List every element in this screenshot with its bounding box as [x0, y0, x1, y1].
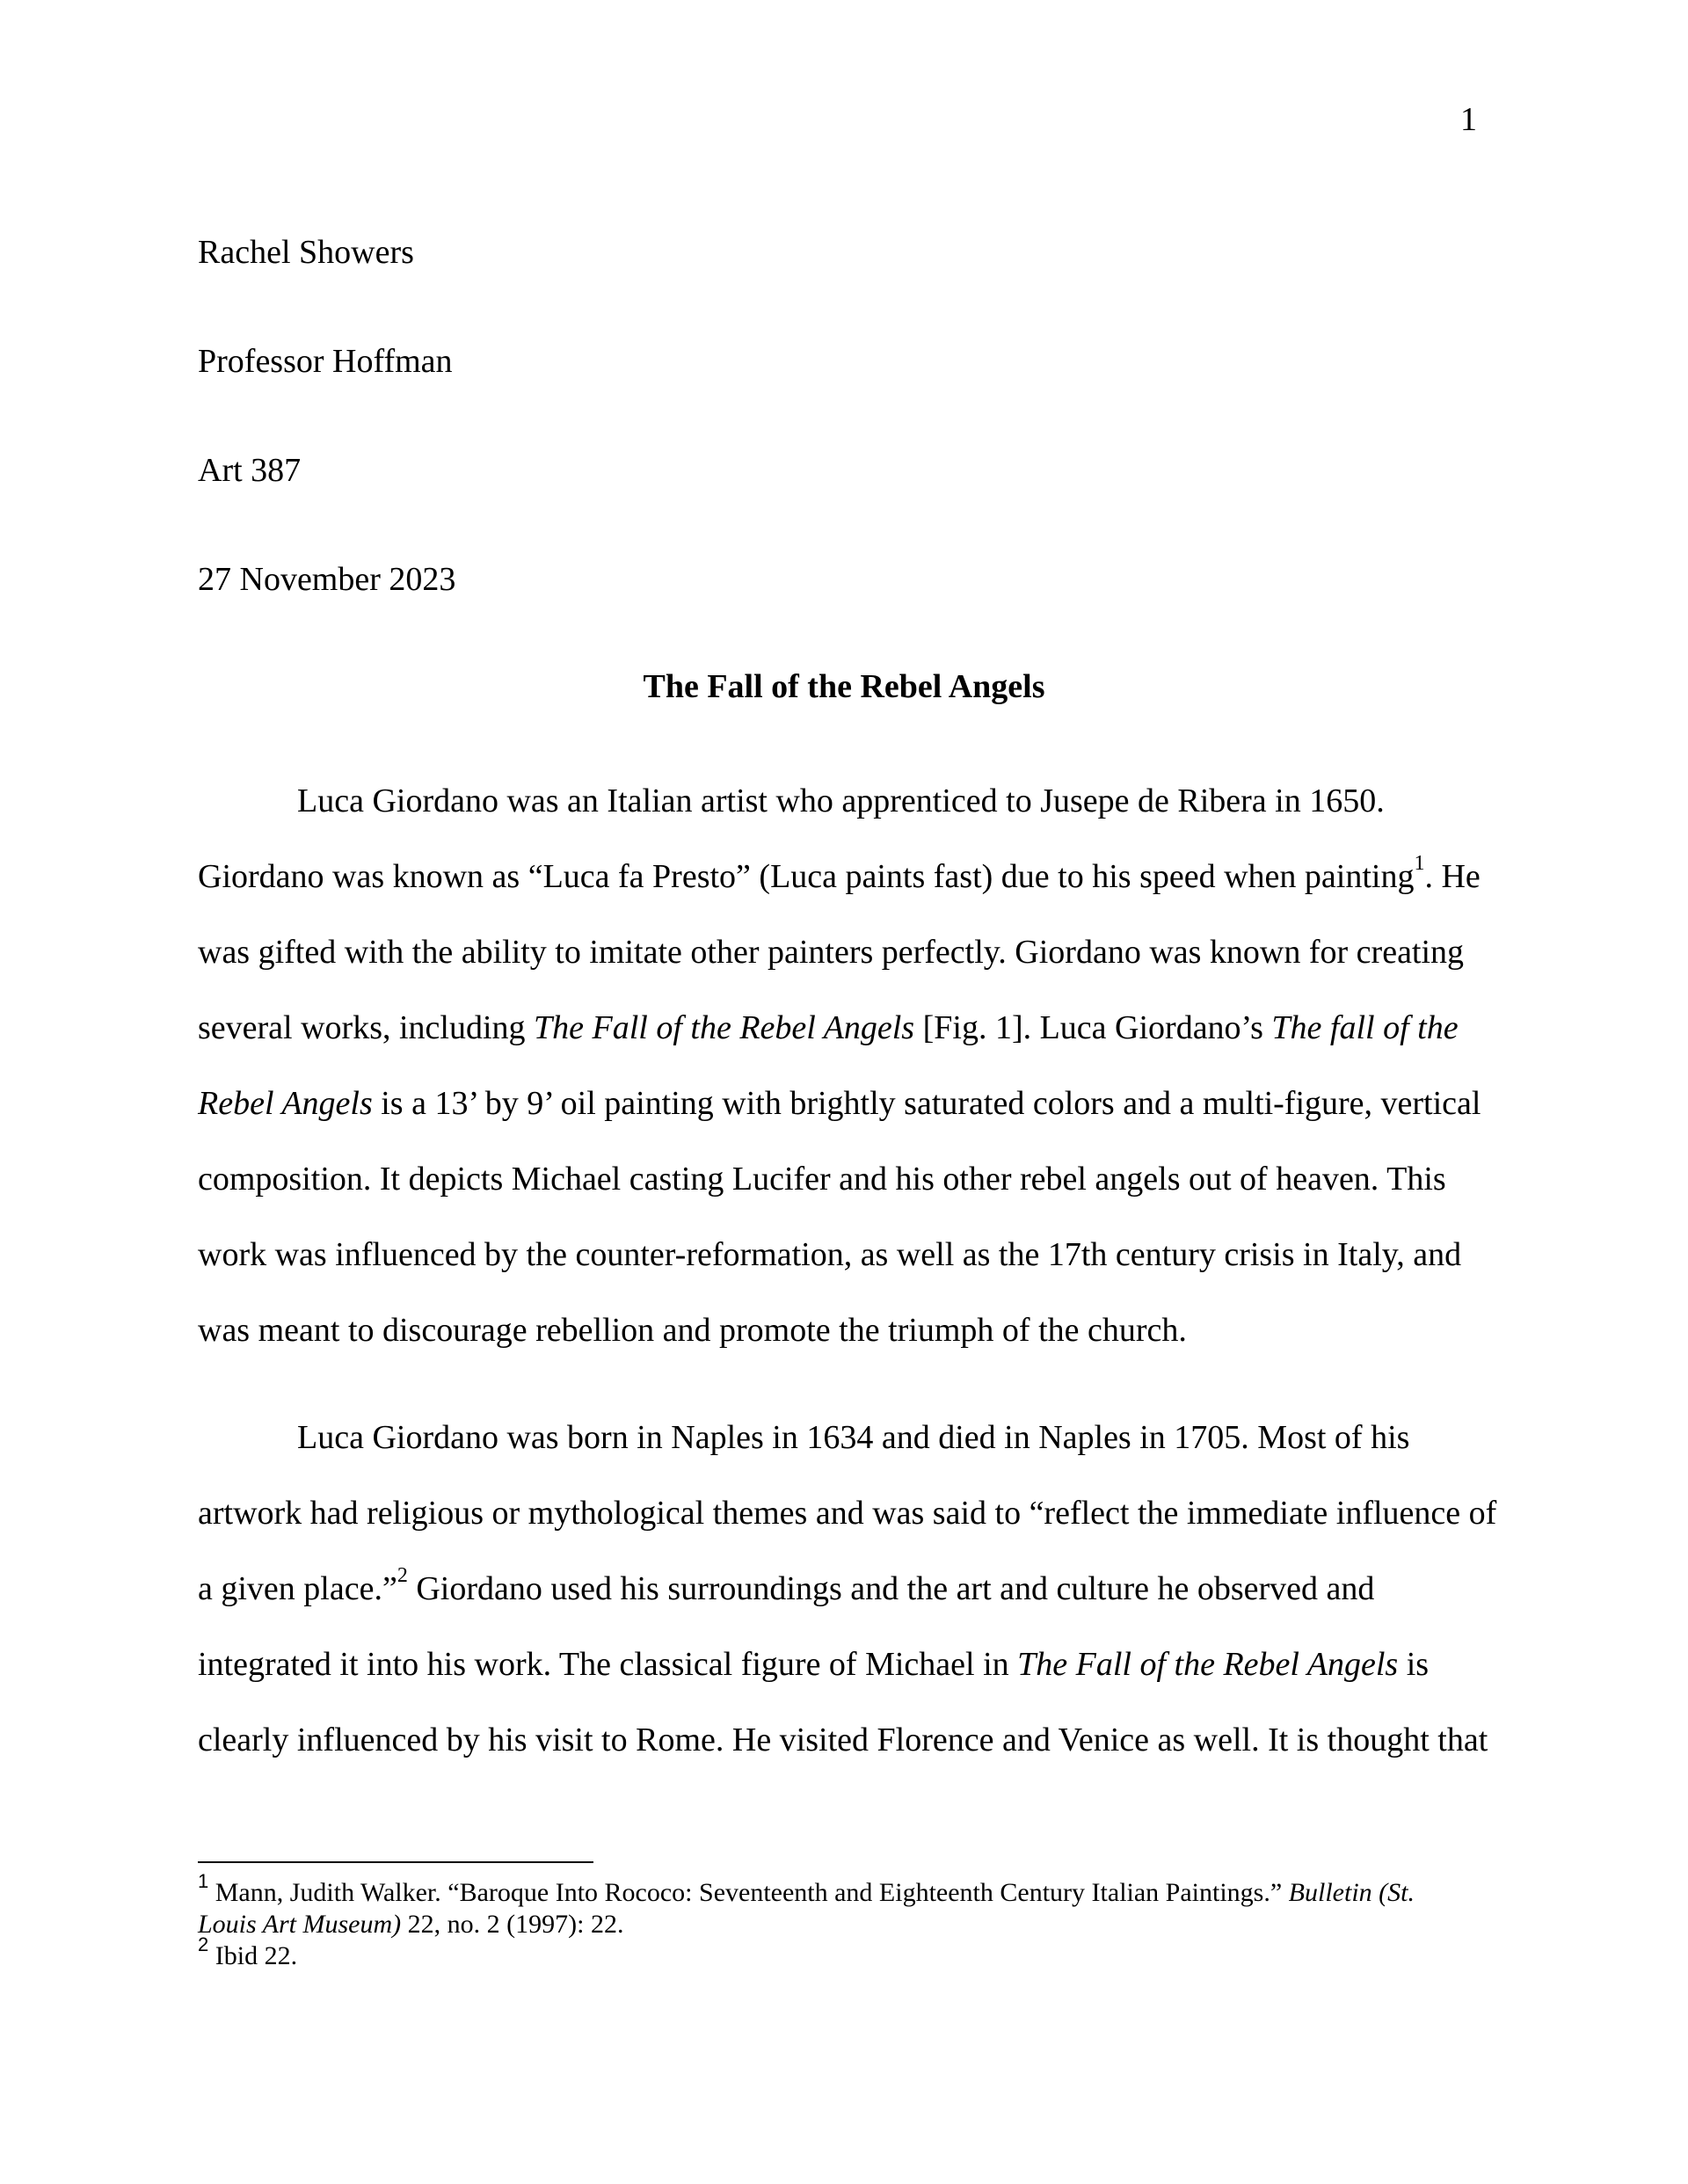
paragraph-2-line-5: [198, 1719, 1488, 1761]
text-run: clearly influenced by his visit to Rome. He visited Florence and Venice as well. It is thought that: [198, 1722, 1488, 1758]
paragraph-1-line-7: [198, 1234, 1461, 1276]
italic-artwork-title: The fall of the: [1271, 1009, 1459, 1046]
instructor-name: Professor Hoffman: [198, 343, 453, 380]
paragraph-2-line-4: [198, 1643, 1429, 1685]
text-run: Luca Giordano was born in Naples in 1634 and died in Naples in 1705. Most of his: [297, 1419, 1410, 1456]
paragraph-1-line-2: [198, 852, 1481, 898]
text-run: . He: [1424, 858, 1481, 895]
footnote-reference-1: 1: [1414, 852, 1425, 876]
text-run: was meant to discourage rebellion and promote the triumph of the church.: [198, 1312, 1187, 1349]
paragraph-1-line-6: [198, 1158, 1446, 1200]
text-run: Luca Giordano was an Italian artist who apprenticed to Jusepe de Ribera in 1650.: [297, 783, 1385, 819]
paragraph-1-line-4: [198, 1007, 1459, 1049]
text-run: Giordano was known as “Luca fa Presto” (Luca paints fast) due to his speed when painting: [198, 858, 1415, 895]
footnote-number-1: 1: [198, 1870, 209, 1892]
paragraph-2-line-1: [297, 1416, 1409, 1459]
paragraph-1-line-8: [198, 1309, 1187, 1351]
footnote-2: [198, 1933, 298, 1972]
page-number: 1: [1460, 101, 1477, 138]
italic-citation: Louis Art Museum): [198, 1910, 402, 1939]
footnote-1-line-1: [198, 1870, 1415, 1909]
paragraph-2-line-2: [198, 1492, 1496, 1534]
paragraph-2-line-3: [198, 1564, 1375, 1610]
paragraph-1-line-1: [297, 780, 1385, 822]
text-run: Giordano used his surroundings and the art and culture he observed and: [407, 1570, 1375, 1607]
essay-title: The Fall of the Rebel Angels: [643, 668, 1045, 705]
text-run: artwork had religious or mythological themes and was said to “reflect the immediate influence of: [198, 1495, 1497, 1532]
footnote-1-line-2: [198, 1909, 623, 1940]
text-run: 22, no. 2 (1997): 22.: [401, 1910, 624, 1939]
text-run: composition. It depicts Michael casting Lucifer and his other rebel angels out of heaven. This: [198, 1161, 1446, 1198]
italic-artwork-title: Rebel Angels: [198, 1085, 373, 1122]
footnote-number-2: 2: [198, 1933, 209, 1955]
text-run: several works, including: [198, 1009, 535, 1046]
italic-artwork-title: The Fall of the Rebel Angels: [1017, 1646, 1399, 1683]
italic-artwork-title: The Fall of the Rebel Angels: [534, 1009, 915, 1046]
text-run: a given place.”: [198, 1570, 397, 1607]
text-run: Ibid 22.: [208, 1941, 298, 1970]
footnote-separator: [198, 1861, 593, 1863]
course-name: Art 387: [198, 452, 302, 489]
paragraph-1-line-3: [198, 931, 1464, 973]
text-run: [Fig. 1]. Luca Giordano’s: [914, 1009, 1272, 1046]
italic-citation: Bulletin (St.: [1288, 1878, 1415, 1907]
text-run: work was influenced by the counter-reformation, as well as the 17th century crisis in Italy, and: [198, 1236, 1462, 1273]
text-run: is: [1398, 1646, 1430, 1683]
footnote-reference-2: 2: [397, 1564, 408, 1588]
text-run: was gifted with the ability to imitate other painters perfectly. Giordano was known for creating: [198, 934, 1465, 971]
text-run: Mann, Judith Walker. “Baroque Into Rococo: Seventeenth and Eighteenth Century Italian Paintings.”: [208, 1878, 1289, 1907]
text-run: is a 13’ by 9’ oil painting with brightly saturated colors and a multi-figure, vertical: [372, 1085, 1481, 1122]
text-run: integrated it into his work. The classical figure of Michael in: [198, 1646, 1018, 1683]
paragraph-1-line-5: [198, 1082, 1481, 1125]
author-name: Rachel Showers: [198, 234, 414, 271]
document-date: 27 November 2023: [198, 561, 456, 598]
